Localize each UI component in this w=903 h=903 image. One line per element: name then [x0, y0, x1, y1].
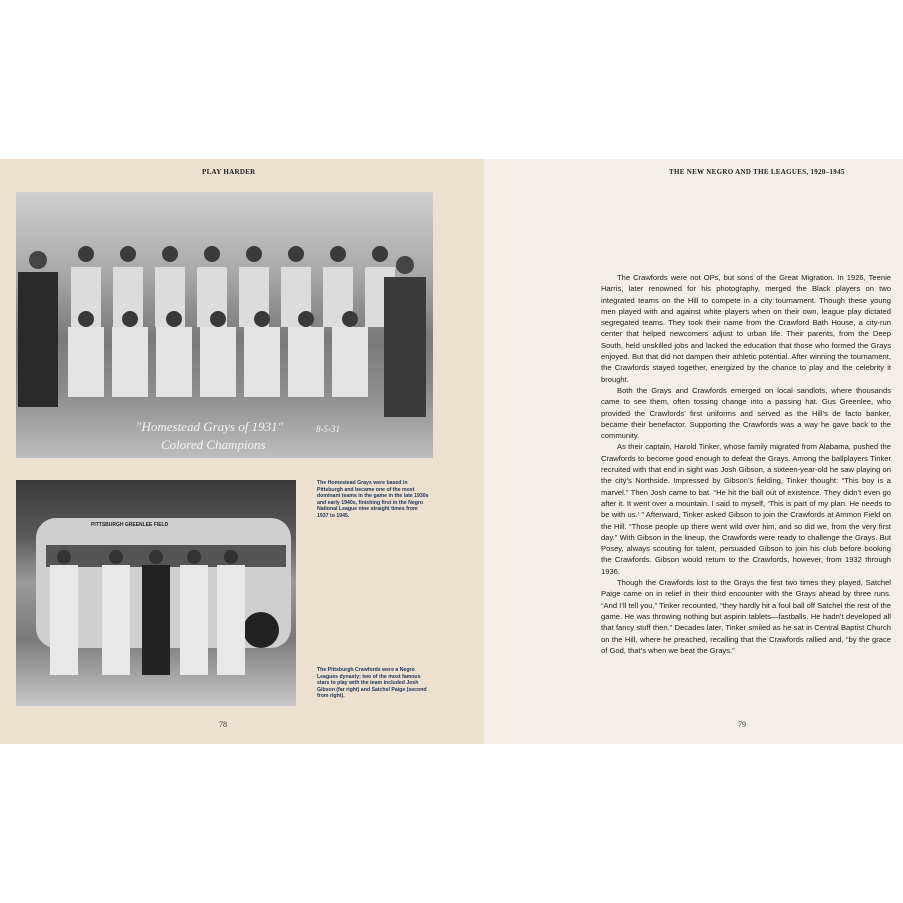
photo-shape [217, 565, 245, 675]
photo-inscription-2: Colored Champions [161, 437, 266, 452]
photo-shape [120, 246, 136, 262]
running-head-left: PLAY HARDER [202, 168, 256, 176]
right-page [484, 159, 903, 744]
photo-shape [102, 565, 130, 675]
photo-shape [78, 246, 94, 262]
photo-shape [142, 565, 170, 675]
photo-shape [187, 550, 201, 564]
paragraph: The Crawfords were not OPs, but sons of the Great Migration. In 1926, Teenie Harris, later renowned for his photography, merged the Black players on two integrated teams on the Hill to compete in a city tournament. Though these young men played with and against white players when on their own, league play dictated segregated teams. They took their name from the Crawford Bath House, a city-run center that helped newcomers adjust to urban life. Their parents, from the Deep South, held unskilled jobs and lacked the education that those who formed the Grays enjoyed. But that did not dampen their athletic potential. After winning the tournament, the Crawfords stayed together, energized by the chance to play and the celebrity it brought. [601, 273, 891, 384]
photo-shape [109, 550, 123, 564]
photo-shape [180, 565, 208, 675]
caption-crawfords: The Pittsburgh Crawfords were a Negro Leagues dynasty; two of the most famous stars to play with the team included Josh Gibson (far right) and Satchel Paige (second from right). [317, 667, 427, 700]
photo-shape [330, 246, 346, 262]
paragraph: As their captain, Harold Tinker, whose family migrated from Alabama, pushed the Crawfords to become good enough to defeat the Grays. Among the ballplayers Tinker recruited with that end in sight was Josh Gibson, a sixteen-year-old he saw playing on the city’s Northside. Impressed by Gibson’s fielding, Tinker thought: “This boy is a marvel.” Then Josh came to bat. “He hit the ball out of existence. They didn’t even go after it. It went over a mountain. I said to myself, ‘This is part of my plan. He needs to be with us.’ ” Afterward, Tinker asked Gibson to join the Crawfords at Ammon Field on the Hill. “Those people up there went wild over him, and so did we, from the very first day.” With Gibson in the lineup, the Crawfords were ready to challenge the Grays. But Posey, always scouting for talent, persuaded Gibson to join his club before booking the Crawfords. Gibson would return to the Crawfords, however, from 1932 through 1936. [601, 442, 891, 576]
photo-shape [78, 311, 94, 327]
paragraph: Both the Grays and Crawfords emerged on local sandlots, where thousands came to see them, often tossing change into a passing hat. Gus Greenlee, who provided the Crawfords’ first uniforms and served as the Hill’s de facto banker, became their benefactor. Supporting the Crawfords was a way he gave back to the community. [601, 385, 891, 441]
photo-shape [210, 311, 226, 327]
photo-shape [332, 327, 368, 397]
photo-shape [224, 550, 238, 564]
photo-shape [29, 251, 47, 269]
photo-shape [162, 246, 178, 262]
left-page [0, 159, 484, 744]
photo-shape [384, 277, 426, 417]
photo-shape [68, 327, 104, 397]
photo-shape [204, 246, 220, 262]
photo-shape [254, 311, 270, 327]
photo-shape [372, 246, 388, 262]
photo-shape [200, 327, 236, 397]
bus-sign: PITTSBURGH GREENLEE FIELD [91, 522, 169, 528]
caption-homestead-grays: The Homestead Grays were based in Pittsburgh and became one of the most dominant teams in the game in the late 1930s and early 1940s, finishing first in the Negro National League nine straight times from 1937 to 1945. [317, 480, 429, 519]
pittsburgh-crawfords-bus-photo [16, 480, 296, 706]
body-text [601, 272, 891, 656]
photo-shape [246, 246, 262, 262]
photo-shape [156, 327, 192, 397]
photo-shape [396, 256, 414, 274]
page-number-right: 79 [738, 720, 746, 729]
photo-shape [18, 272, 58, 407]
photo-shape [243, 612, 279, 648]
photo-inscription-date: 8-5-31 [316, 424, 340, 434]
paragraph: Though the Crawfords lost to the Grays the first two times they played, Satchel Paige came on in relief in their third encounter with the Grays ahead by three runs. “And I’ll tell you,” Tinker recounted, “they hardly hit a foul ball off Satchel the rest of the game. He was throwing nothing but aspirin tablets—fastballs. He hadn’t developed all that fancy stuff then.” Decades later, Tinker smiled as he sat in Central Baptist Church on the Hill, where he preached, recalling that the Crawfords rallied and, “by the grace of God, that’s when we beat the Grays.” [601, 578, 891, 655]
photo-shape [149, 550, 163, 564]
page-number-left: 78 [219, 720, 227, 729]
photo-shape [342, 311, 358, 327]
photo-inscription: "Homestead Grays of 1931" [136, 419, 284, 434]
photo-shape [46, 545, 286, 567]
photo-shape [50, 565, 78, 675]
running-head-right: THE NEW NEGRO AND THE LEAGUES, 1920–1945 [669, 168, 845, 176]
photo-shape [288, 327, 324, 397]
photo-shape [298, 311, 314, 327]
photo-shape [57, 550, 71, 564]
photo-shape [288, 246, 304, 262]
photo-shape [244, 327, 280, 397]
homestead-grays-team-photo [16, 192, 433, 458]
photo-shape [112, 327, 148, 397]
photo-shape [166, 311, 182, 327]
photo-shape [122, 311, 138, 327]
